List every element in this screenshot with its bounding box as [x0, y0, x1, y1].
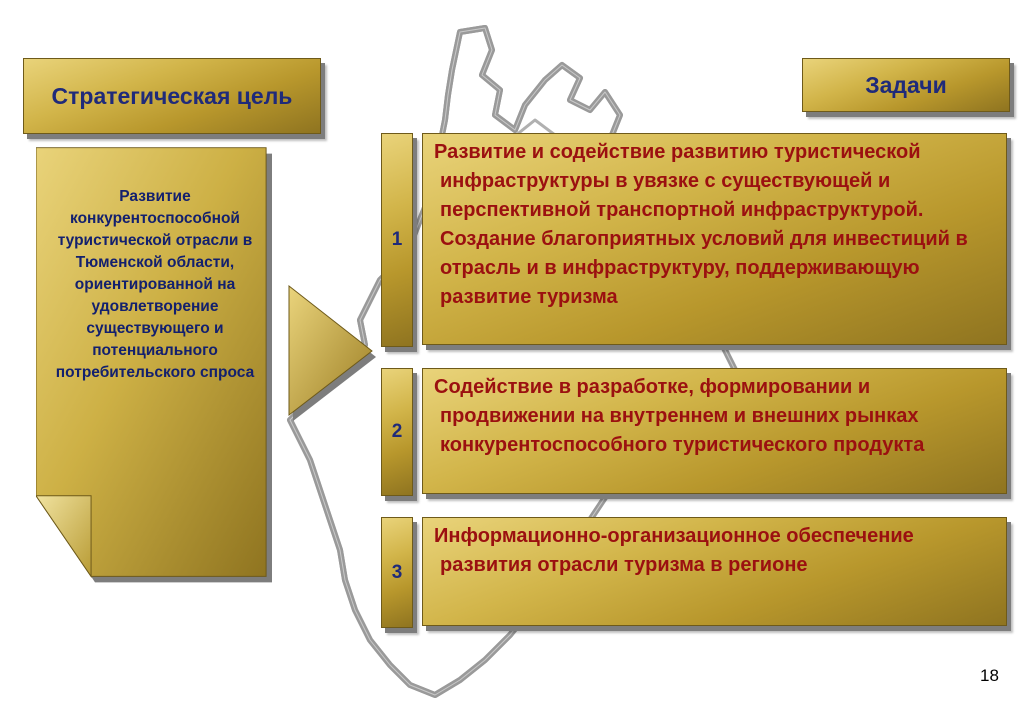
tasks-title: Задачи	[865, 71, 947, 98]
task-number-1: 1	[381, 133, 413, 347]
page-number: 18	[980, 666, 999, 685]
task-number-3: 3	[381, 517, 413, 628]
task-number-2: 2	[381, 368, 413, 496]
arrow-right-icon	[288, 285, 378, 421]
task-box-3	[422, 517, 1007, 626]
strategic-goal-title: Стратегическая цель	[51, 82, 293, 109]
goal-text: Развитие конкурентоспособной туристической отрасли в Тюменской области, ориентированной на удовлетворение существующего и потенциального потребительского спроса	[55, 188, 255, 381]
task-box-2	[422, 368, 1007, 494]
tasks-header	[802, 58, 1010, 112]
task-text-1: Развитие и содействие развитию туристической инфраструктуры в увязке с существующей и перспективной транспортной инфраструктурой. Создание благоприятных условий для инвестиций в отрасль и в инфраструктуру, поддерживающую развитие туризма	[434, 141, 968, 308]
task-text-2: Содействие в разработке, формировании и продвижении на внутреннем и внешних рынках конкурентоспособного туристического продукта	[434, 376, 925, 456]
strategic-goal-header	[23, 58, 321, 134]
page-fold	[36, 496, 91, 577]
task-box-1	[422, 133, 1007, 345]
task-text-3: Информационно-организационное обеспечение развития отрасли туризма в регионе	[434, 525, 914, 576]
